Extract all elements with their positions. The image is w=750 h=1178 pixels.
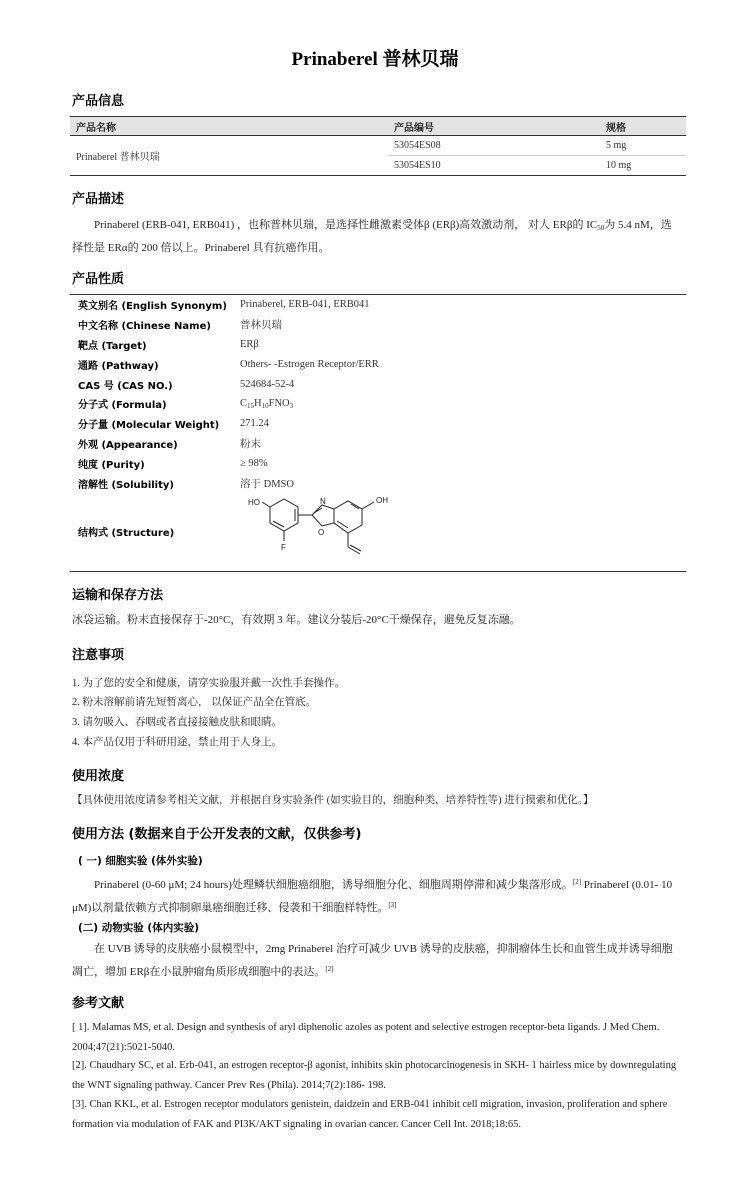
structure-row: 结构式 (Structure) HO OH F O N (70, 493, 686, 571)
table-row: 溶解性 (Solubility) 溶于 DMSO (78, 478, 294, 491)
table-row: CAS 号 (CAS NO.) 524684-52-4 (78, 378, 295, 392)
concentration-text: 【具体使用浓度请参考相关文献，并根据自身实验条件 (如实验目的，细胞种类，培养特性等) 进行摸索和优化。】 (72, 795, 594, 806)
table-cell: 53054ES10 (388, 156, 600, 176)
section-heading-notes: 注意事项 (72, 648, 125, 663)
section-heading-info: 产品信息 (72, 94, 125, 109)
product-info-table (70, 116, 686, 176)
table-header: 产品编号 (388, 117, 600, 136)
table-row: 中文名称 (Chinese Name) 普林贝瑞 (78, 320, 282, 333)
list-item: 2. 粉末溶解前请先短暂离心， 以保证产品全在管底。 (72, 697, 317, 708)
table-cell: 10 mg (600, 156, 686, 176)
cell-experiment-title: ( 一) 细胞实验 (体外实验) (78, 855, 203, 867)
table-row: 英文别名 (English Synonym) Prinaberel, ERB-041, ERB041 (78, 299, 370, 313)
section-heading-description: 产品描述 (72, 192, 125, 207)
section-heading-references: 参考文献 (72, 996, 125, 1011)
structure-label: N (320, 496, 326, 506)
table-header: 产品名称 (70, 117, 388, 136)
section-heading-properties: 产品性质 (72, 272, 125, 287)
structure-label: F (281, 542, 286, 552)
cell-experiment-text: Prinaberel (0-60 μM; 24 hours)处理鳞状细胞癌细胞，诱导细胞分化、细胞周期停滞和减少集落形成。[2] Prinaberel (0.01- 10 μM)以剂量依赖方式抑制卵巢癌细胞迁移、侵袭和干细胞样特性。[3] (72, 878, 673, 914)
structure-label: OH (376, 495, 388, 505)
table-cell: 5 mg (600, 136, 686, 156)
table-cell: 53054ES08 (388, 136, 600, 156)
table-header: 规格 (600, 117, 686, 136)
section-heading-storage: 运输和保存方法 (72, 588, 164, 603)
animal-experiment-text: 在 UVB 诱导的皮肤癌小鼠模型中，2mg Prinaberel 治疗可减少 UVB 诱导的皮肤癌，抑制瘤体生长和血管生成并诱导细胞凋亡，增加 ERβ在小鼠肿瘤角质形成细胞中的表达。[2] (72, 943, 673, 978)
structure-label: O (318, 527, 325, 537)
table-row: 通路 (Pathway) Others- -Estrogen Receptor/ERR (78, 358, 379, 372)
properties-table (70, 294, 686, 572)
reference-item: [2]. Chaudhary SC, et al. Erb-041, an estrogen receptor-β agonist, inhibits skin photocarcinogenesis in SKH- 1 hairless mice by downregulating the WNT signaling pathway. Cancer Prev Res (Phila). 2014;7(2):186- 198. (72, 1060, 677, 1091)
structure-label: HO (248, 497, 260, 507)
page-title: Prinaberel 普林贝瑞 (291, 49, 459, 70)
table-row: 分子量 (Molecular Weight) 271.24 (78, 418, 269, 432)
animal-experiment-title: (二) 动物实验 (体内实验) (78, 922, 200, 934)
storage-text: 冰袋运输。粉末直接保存于-20°C，有效期 3 年。建议分装后-20°C干燥保存，避免反复冻融。 (72, 614, 521, 626)
reference-item: [ 1]. Malamas MS, et al. Design and synthesis of aryl diphenolic azoles as potent and selective estrogen receptor-beta ligands. J Med Chem. 2004;47(21):5021-5040. (72, 1022, 660, 1053)
list-item: 3. 请勿吸入、吞咽或者直接接触皮肤和眼睛。 (72, 717, 282, 728)
section-heading-usage: 使用方法 (数据来自于公开发表的文献，仅供参考) (72, 827, 362, 842)
table-row: 外观 (Appearance) 粉末 (78, 438, 261, 451)
formula-row: 分子式 (Formula) $C_{15}H_{10}FNO_3$ (78, 397, 294, 412)
chemical-structure (240, 493, 420, 571)
section-heading-concentration: 使用浓度 (72, 769, 125, 784)
table-row: 靶点 (Target) ERβ (78, 338, 259, 352)
reference-item: [3]. Chan KKL, et al. Estrogen receptor modulators genistein, daidzein and ERB-041 inhibit cell migration, invasion, proliferation and sphere formation via modulation of FAK and PI3K/AKT signaling in ovarian cancer. Cancer Cell Int. 2018;18:65. (72, 1099, 668, 1130)
table-row: 纯度 (Purity) ≥ 98% (78, 457, 268, 471)
description-text: Prinaberel (ERB-041, ERB041) ，也称普林贝瑞，是选择性雌激素受体β (ERβ)高效激动剂， 对人 ERβ的 $IC_{50}$为 5.4 nM，选择性是 ERα的 200 倍以上。Prinaberel 具有抗癌作用。 (72, 219, 672, 254)
list-item: 4. 本产品仅用于科研用途，禁止用于人身上。 (72, 737, 282, 748)
product-name-cell: Prinaberel 普林贝瑞 (70, 136, 388, 176)
list-item: 1. 为了您的安全和健康，请穿实验服并戴一次性手套操作。 (72, 678, 345, 689)
